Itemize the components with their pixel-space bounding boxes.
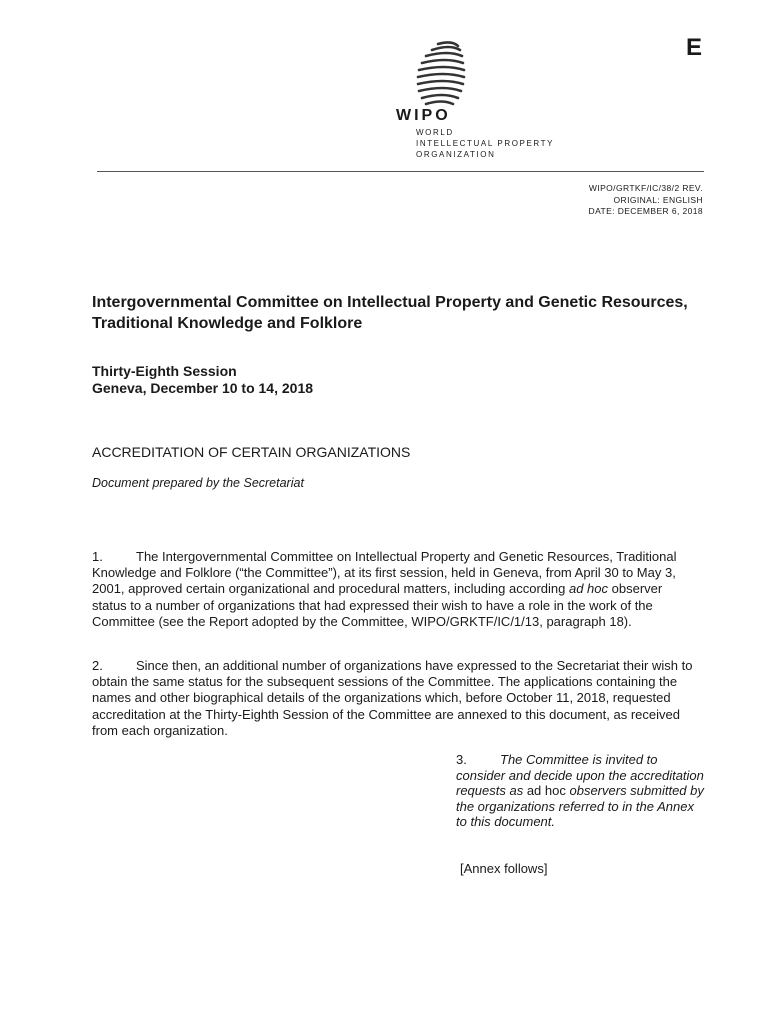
paragraph-text-roman: ad hoc — [526, 783, 566, 799]
org-name-line-1: WORLD — [416, 128, 454, 137]
paragraph-number: 2. — [92, 658, 103, 673]
paragraph-number: 1. — [92, 549, 103, 564]
org-short-name: WIPO — [396, 107, 451, 124]
session-block — [92, 363, 313, 397]
org-name-line-3: ORGANIZATION — [416, 150, 496, 159]
document-date: DATE: DECEMBER 6, 2018 — [588, 206, 703, 216]
paragraph-2 — [92, 658, 698, 739]
paragraph-text: observer status to a number of organizations that had expressed their wish to have a role in the work of the Committee (see the Report adopted by the Committee, WIPO/GRKTF/IC/1/13, paragraph 18). — [92, 581, 663, 629]
prepared-by: Document prepared by the Secretariat — [92, 476, 304, 490]
paragraph-text-italic: ad hoc — [568, 581, 609, 597]
committee-title: Intergovernmental Committee on Intellectual Property and Genetic Resources, Traditional Knowledge and Folklore — [92, 294, 688, 332]
original-language: ORIGINAL: ENGLISH — [613, 195, 703, 205]
paragraph-text: Since then, an additional number of organizations have expressed to the Secretariat their wish to obtain the same status for the subsequent sessions of the Committee. The applications containing the names and other biographical details of the organizations which, before October 11, 2018, requested accreditation at the Thirty-Eighth Session of the Committee are annexed to this document, as received from each organization. — [92, 658, 693, 738]
paragraph-text: The Intergovernmental Committee on Intellectual Property and Genetic Resources, Traditional Knowledge and Folklore (“the Committee”), at its first session, held in Geneva, from April 30 to May 3, 2001, approved certain organizational and procedural matters, including according — [92, 549, 677, 597]
session-name: Thirty-Eighth Session — [92, 363, 237, 379]
paragraph-text: The Committee is invited to consider and decide upon the accreditation requests as — [456, 752, 704, 799]
org-name-line-2: INTELLECTUAL PROPERTY — [416, 139, 555, 148]
paragraph-number: 3. — [456, 752, 467, 767]
document-symbol: WIPO/GRTKF/IC/38/2 REV. — [588, 183, 703, 193]
wipo-logo-icon — [412, 36, 472, 116]
header-divider — [97, 171, 704, 172]
paragraph-text: observers submitted by the organizations referred to in the Annex to this document. — [456, 783, 704, 830]
paragraph-3-decision — [456, 752, 704, 830]
language-code: E — [686, 34, 703, 61]
paragraph-1 — [92, 549, 698, 630]
document-title: ACCREDITATION OF CERTAIN ORGANIZATIONS — [92, 444, 411, 460]
annex-note: [Annex follows] — [460, 861, 548, 876]
session-venue: Geneva, December 10 to 14, 2018 — [92, 380, 314, 396]
